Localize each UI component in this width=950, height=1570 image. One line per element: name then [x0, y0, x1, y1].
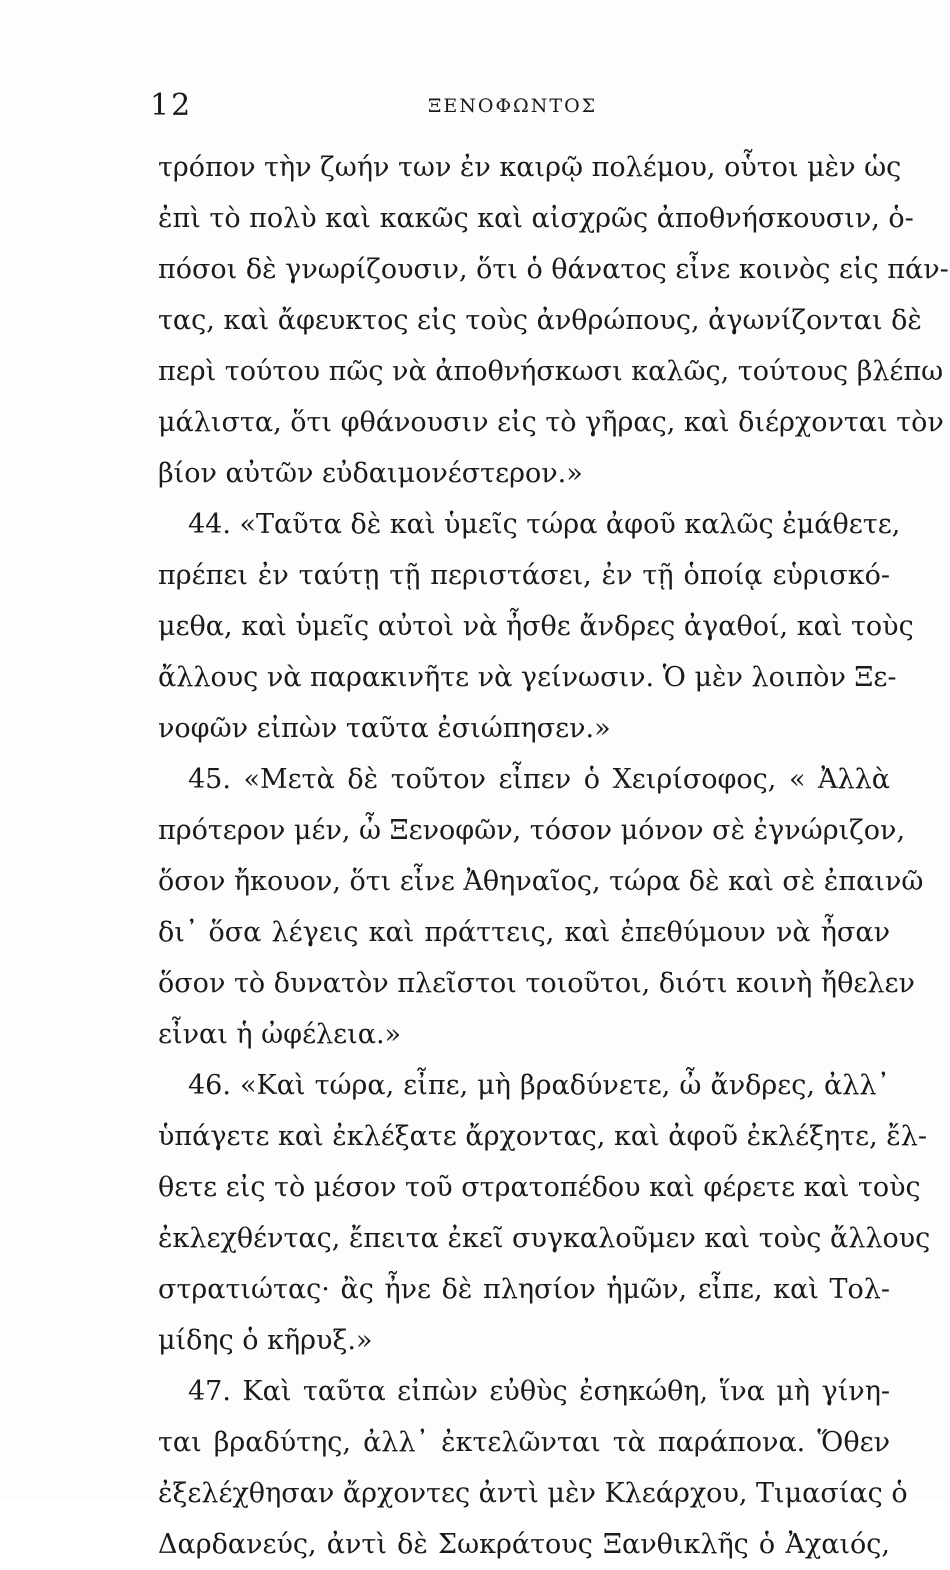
text-line: μίδης ὁ κῆρυξ.» — [158, 1325, 373, 1356]
text-line: τας, καὶ ἄφευκτος εἰς τοὺς ἀνθρώπους, ἀγωνίζονται δὲ — [158, 305, 922, 336]
text-line: νοφῶν εἰπὼν ταῦτα ἐσιώπησεν.» — [158, 713, 611, 744]
text-line: ἄλλους νὰ παρακινῆτε νὰ γείνωσιν. Ὁ μὲν λοιπὸν Ξε- — [158, 662, 897, 693]
paragraph-start-47: 47. Καὶ ταῦτα εἰπὼν εὐθὺς ἐσηκώθη, ἵνα μὴ γίνη- — [188, 1376, 890, 1407]
paragraph-start-44: 44. «Ταῦτα δὲ καὶ ὑμεῖς τώρα ἀφοῦ καλῶς ἐμάθετε, — [188, 509, 901, 540]
text-line: στρατιώτας· ἂς ἦνε δὲ πλησίον ἡμῶν, εἶπε, καὶ Τολ- — [158, 1274, 890, 1305]
text-line: μεθα, καὶ ὑμεῖς αὐτοὶ νὰ ἦσθε ἄνδρες ἀγαθοί, καὶ τοὺς — [158, 611, 914, 642]
running-title: ΞΕΝΟΦΩΝΤΟΣ — [428, 95, 598, 117]
text-line: ἐξελέχθησαν ἄρχοντες ἀντὶ μὲν Κλεάρχου, Τιμασίας ὁ — [158, 1478, 908, 1509]
paragraph-start-45: 45. «Μετὰ δὲ τοῦτον εἶπεν ὁ Χειρίσοφος, « Ἀλλὰ — [188, 764, 890, 795]
text-line: εἶναι ἡ ὠφέλεια.» — [158, 1019, 402, 1050]
text-line: Δαρδανεύς, ἀντὶ δὲ Σωκράτους Ξανθικλῆς ὁ Ἀχαιός, — [158, 1529, 890, 1560]
text-line: ὑπάγετε καὶ ἐκλέξατε ἄρχοντας, καὶ ἀφοῦ ἐκλέξητε, ἔλ- — [158, 1121, 927, 1152]
running-head — [150, 88, 890, 122]
text-line: ἐκλεχθέντας, ἔπειτα ἐκεῖ συγκαλοῦμεν καὶ τοὺς ἄλλους — [158, 1223, 931, 1254]
page-number: 12 — [150, 88, 193, 123]
body-text — [158, 142, 949, 1570]
paragraph-start-46: 46. «Καὶ τώρα, εἶπε, μὴ βραδύνετε, ὦ ἄνδρες, ἀλλ᾽ — [188, 1070, 890, 1101]
text-line: μάλιστα, ὅτι φθάνουσιν εἰς τὸ γῆρας, καὶ διέρχονται τὸν — [158, 407, 944, 438]
text-line: περὶ τούτου πῶς νὰ ἀποθνήσκωσι καλῶς, τούτους βλέπω — [158, 356, 944, 387]
text-line: δι᾽ ὅσα λέγεις καὶ πράττεις, καὶ ἐπεθύμουν νὰ ἦσαν — [158, 917, 890, 948]
text-line: τρόπον τὴν ζωήν των ἐν καιρῷ πολέμου, οὗτοι μὲν ὡς — [158, 152, 902, 183]
text-line: ὅσον ἤκουον, ὅτι εἶνε Ἀθηναῖος, τώρα δὲ καὶ σὲ ἐπαινῶ — [158, 866, 924, 897]
text-line: πρότερον μέν, ὦ Ξενοφῶν, τόσον μόνον σὲ ἐγνώριζον, — [158, 815, 906, 846]
text-line: πρέπει ἐν ταύτῃ τῇ περιστάσει, ἐν τῇ ὁποίᾳ εὑρισκό- — [158, 560, 890, 591]
text-line: θετε εἰς τὸ μέσον τοῦ στρατοπέδου καὶ φέρετε καὶ τοὺς — [158, 1172, 921, 1203]
text-line: ὅσον τὸ δυνατὸν πλεῖστοι τοιοῦτοι, διότι κοινὴ ἤθελεν — [158, 968, 915, 999]
text-line: ται βραδύτης, ἀλλ᾽ ἐκτελῶνται τὰ παράπονα. Ὅθεν — [158, 1427, 890, 1458]
text-line: ἐπὶ τὸ πολὺ καὶ κακῶς καὶ αἰσχρῶς ἀποθνήσκουσιν, ὁ- — [158, 203, 914, 234]
text-line: πόσοι δὲ γνωρίζουσιν, ὅτι ὁ θάνατος εἶνε κοινὸς εἰς πάν- — [158, 254, 949, 285]
text-line: βίον αὐτῶν εὐδαιμονέστερον.» — [158, 458, 583, 489]
